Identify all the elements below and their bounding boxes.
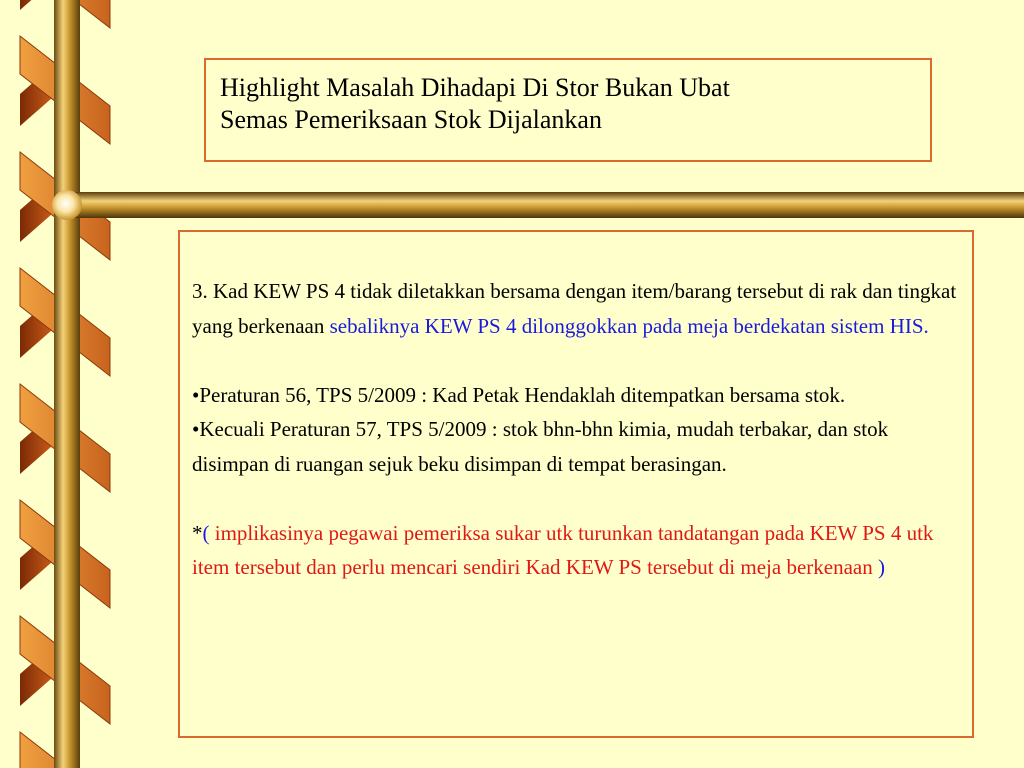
bullet-peraturan-57: •Kecuali Peraturan 57, TPS 5/2009 : stok bhn-bhn kimia, mudah terbakar, dan stok disimpan di ruangan sejuk beku disimpan di tempat berasingan. bbox=[192, 417, 889, 476]
horizontal-rod bbox=[66, 192, 1024, 218]
bullet-peraturan-56: •Peraturan 56, TPS 5/2009 : Kad Petak Hendaklah ditempatkan bersama stok. bbox=[192, 382, 846, 407]
point-3-paragraph bbox=[192, 274, 960, 343]
note-close-paren: ) bbox=[877, 555, 885, 579]
vertical-rod bbox=[54, 0, 80, 768]
point-3-text: 3. Kad KEW PS 4 tidak diletakkan bersama dengan item/barang tersebut di rak dan tingkat yang berkenaan bbox=[192, 279, 957, 338]
point-3-highlight: sebaliknya KEW PS 4 dilonggokkan pada meja berdekatan sistem HIS. bbox=[329, 313, 929, 338]
note-open-paren: ( bbox=[202, 520, 210, 545]
note-paragraph bbox=[192, 516, 960, 585]
rod-joint-knob bbox=[52, 190, 82, 220]
ribbon-back-segment bbox=[20, 0, 52, 10]
title-line-2: Semas Pemeriksaan Stok Dijalankan bbox=[220, 105, 602, 134]
content-box bbox=[178, 230, 974, 738]
title-line-1: Highlight Masalah Dihadapi Di Stor Bukan Ubat bbox=[220, 73, 730, 102]
note-asterisk: * bbox=[192, 520, 203, 545]
paragraph-gap bbox=[192, 343, 960, 378]
title-box bbox=[204, 58, 932, 162]
note-text: implikasinya pegawai pemeriksa sukar utk turunkan tandatangan pada KEW PS 4 utk item tersebut dan perlu mencari sendiri Kad KEW PS tersebut di meja berkenaan bbox=[192, 520, 934, 579]
paragraph-gap bbox=[192, 481, 960, 516]
